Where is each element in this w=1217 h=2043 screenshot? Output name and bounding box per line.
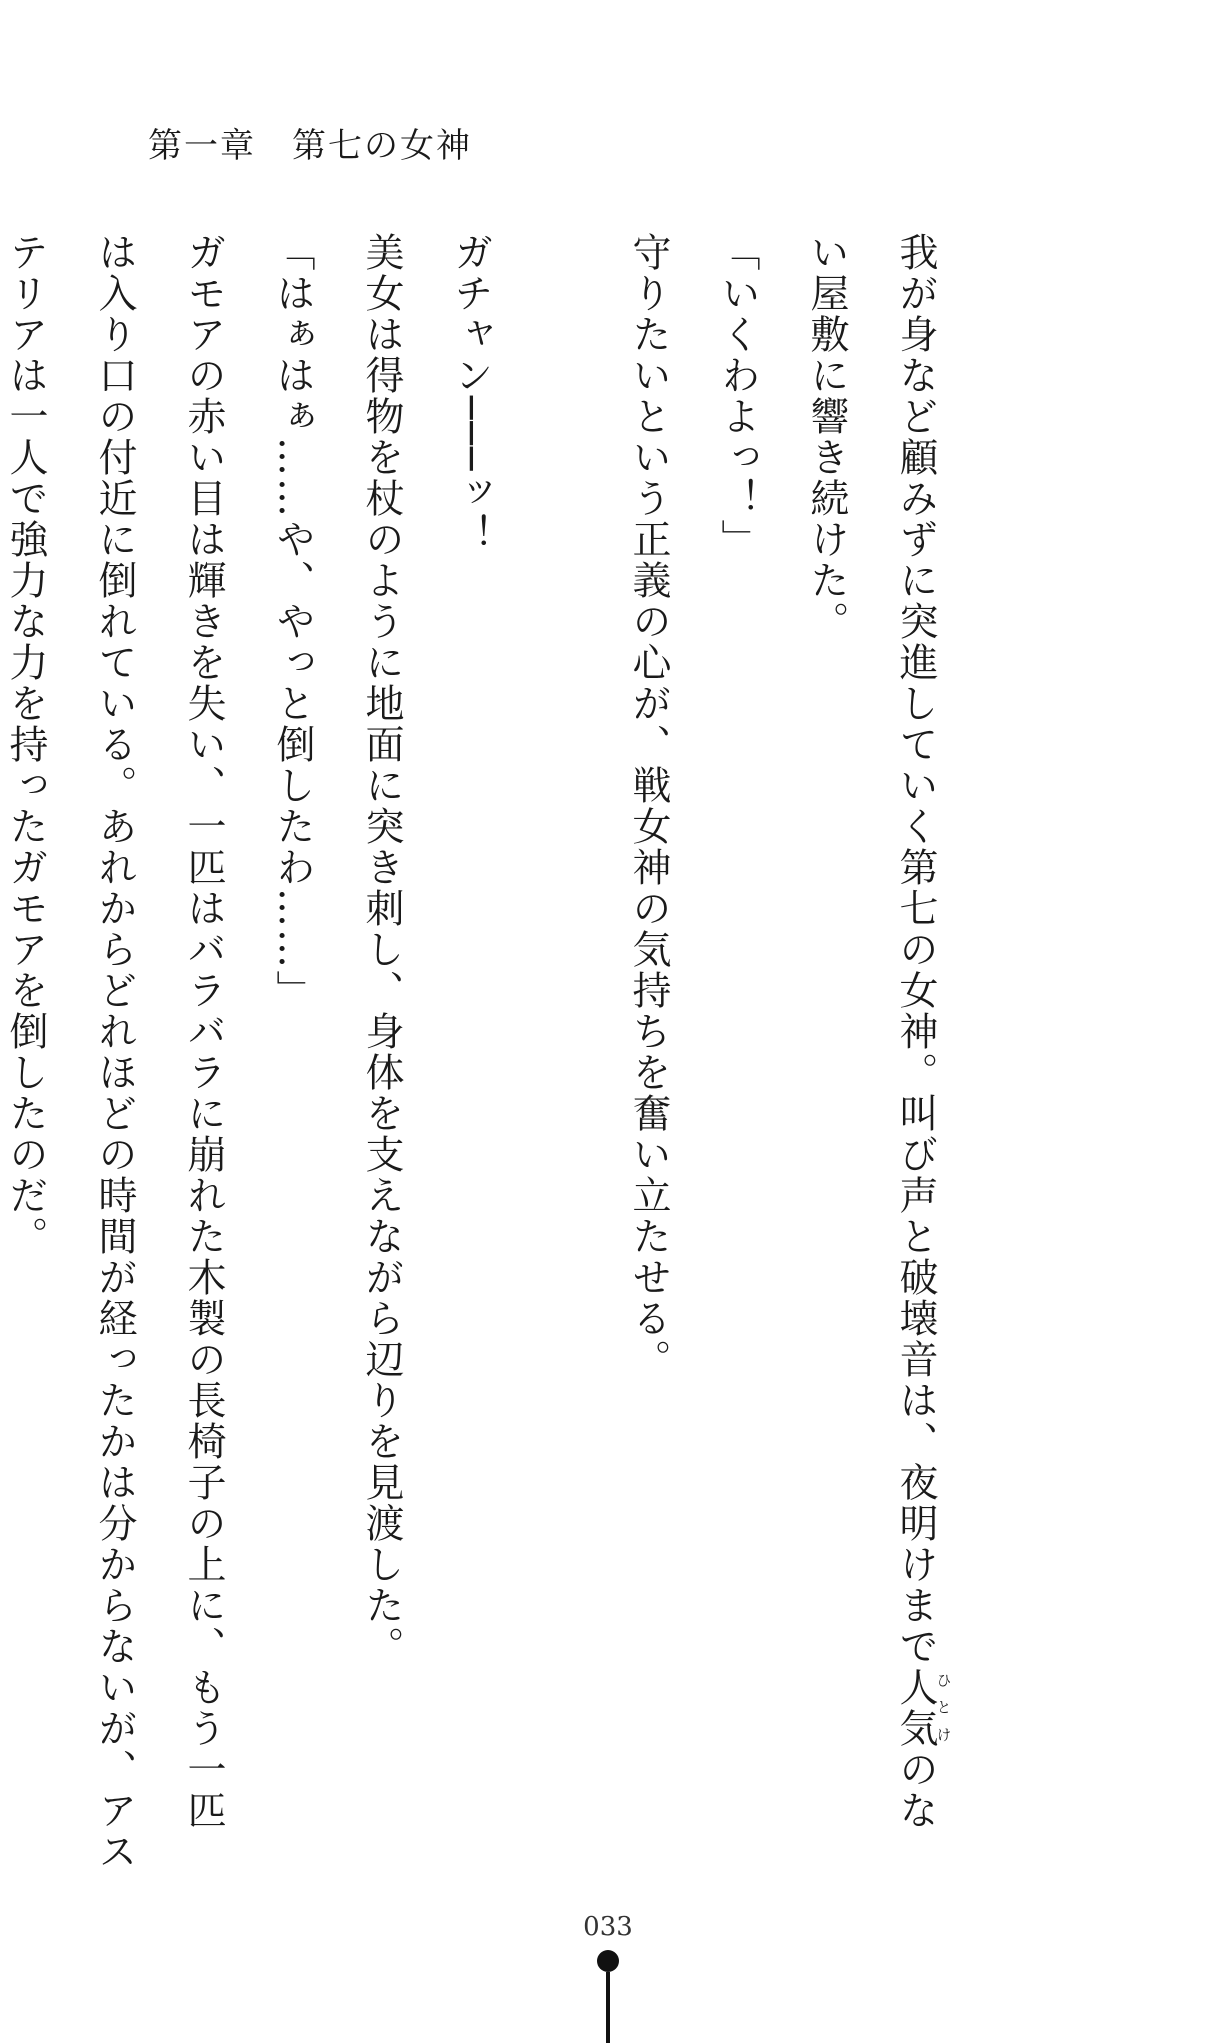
text-line-10: テリアは一人で強力な力を持ったガモアを倒したのだ。 (3, 232, 48, 1257)
page-marker-line (606, 1972, 610, 2043)
text-line-4: 守りたいという正義の心が、戦女神の気持ちを奮い立たせる。 (626, 232, 671, 1380)
body-text (3, 232, 960, 1872)
text-line-1 (871, 232, 960, 1831)
line-1-prefix: 我が身など顧みずに突進していく第七の女神。叫び声と破壊音は、夜明けまで (893, 232, 938, 1667)
running-head: 第一章 第七の女神 (148, 126, 472, 166)
ruby-text: ひとけ (934, 1667, 953, 1749)
ruby-base: 人気 (893, 1667, 938, 1749)
line-1-suffix: のな (893, 1749, 938, 1831)
page-marker-dot (597, 1950, 619, 1972)
text-line-9: は入り口の付近に倒れている。あれからどれほどの時間が経ったかは分からないが、アス (92, 232, 137, 1872)
text-line-7: 「はぁはぁ……や、やっと倒したわ……」 (270, 232, 315, 1011)
page-number: 033 (583, 1912, 633, 1942)
ruby-hitoke (893, 1667, 953, 1749)
text-line-2: い屋敷に響き続けた。 (804, 232, 849, 642)
text-line-8: ガモアの赤い目は輝きを失い、一匹はバラバラに崩れた木製の長椅子の上に、もう一匹 (181, 232, 226, 1831)
blank-line (515, 232, 604, 1812)
text-line-3: 「いくわよっ！」 (715, 232, 760, 560)
text-line-5: ガチャン───ッ！ (448, 232, 493, 555)
text-line-6: 美女は得物を杖のように地面に突き刺し、身体を支えながら辺りを見渡した。 (359, 232, 404, 1667)
